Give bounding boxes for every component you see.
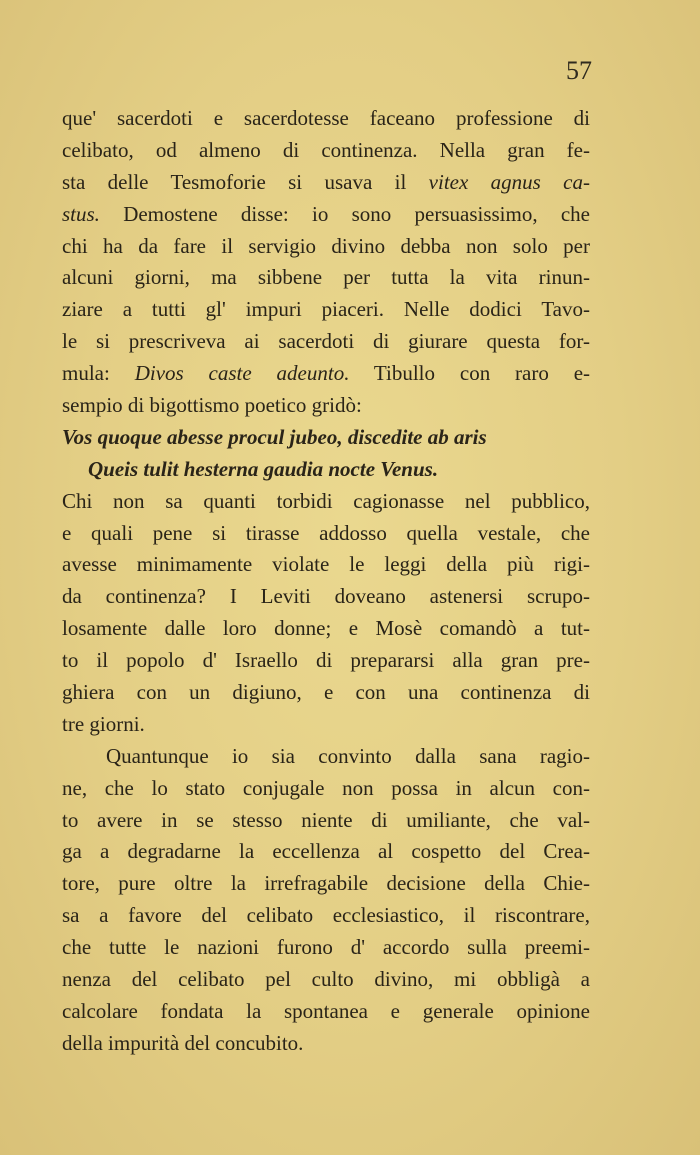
text-line: stus. Demostene disse: io sono persuasissimo, che	[62, 201, 590, 226]
text-line: tore, pure oltre la irrefragabile decisione della Chie-	[62, 871, 590, 896]
text-line: della impurità del concubito.	[62, 1030, 304, 1055]
text-line: sempio di bigottismo poetico gridò:	[62, 393, 362, 418]
text-line: sta delle Tesmoforie si usava il vitex agnus ca-	[62, 169, 590, 194]
page-number: 57	[566, 56, 592, 85]
text-line: ne, che lo stato conjugale non possa in alcun con-	[62, 775, 590, 800]
body-text	[62, 103, 590, 1060]
text-line: le si prescriveva ai sacerdoti di giurare questa for-	[62, 329, 590, 354]
text-line: celibato, od almeno di continenza. Nella gran fe-	[62, 137, 590, 162]
text-line: nenza del celibato pel culto divino, mi obbligà a	[62, 967, 590, 992]
verse-line: Queis tulit hesterna gaudia nocte Venus.	[88, 456, 439, 481]
text-line: che tutte le nazioni furono d' accordo sulla preemi-	[62, 935, 590, 960]
text-line: to avere in se stesso niente di umiliante, che val-	[62, 807, 590, 832]
verse-line: Vos quoque abesse procul jubeo, discedite ab aris	[62, 424, 487, 449]
text-line: ga a degradarne la eccellenza al cospetto del Crea-	[62, 839, 590, 864]
text-line: avesse minimamente violate le leggi della più rigi-	[62, 552, 590, 577]
text-line: ziare a tutti gl' impuri piaceri. Nelle dodici Tavo-	[62, 297, 590, 322]
text-line: mula: Divos caste adeunto. Tibullo con raro e-	[62, 361, 590, 386]
text-line: calcolare fondata la spontanea e generale opinione	[62, 998, 590, 1023]
text-line: to il popolo d' Israello di prepararsi alla gran pre-	[62, 648, 590, 673]
text-line: chi ha da fare il servigio divino debba non solo per	[62, 233, 590, 258]
text-line: sa a favore del celibato ecclesiastico, il riscontrare,	[62, 903, 590, 928]
text-line: Quantunque io sia convinto dalla sana ragio-	[106, 743, 590, 768]
text-line: losamente dalle loro donne; e Mosè comandò a tut-	[62, 616, 590, 641]
text-line: ghiera con un digiuno, e con una continenza di	[62, 680, 590, 705]
text-line: da continenza? I Leviti doveano astenersi scrupo-	[62, 584, 590, 609]
text-line: Chi non sa quanti torbidi cagionasse nel pubblico,	[62, 488, 590, 513]
text-line: que' sacerdoti e sacerdotesse faceano professione di	[62, 106, 590, 130]
text-line: tre giorni.	[62, 711, 145, 736]
text-line: e quali pene si tirasse addosso quella vestale, che	[62, 520, 590, 545]
text-line: alcuni giorni, ma sibbene per tutta la vita rinun-	[62, 265, 590, 290]
